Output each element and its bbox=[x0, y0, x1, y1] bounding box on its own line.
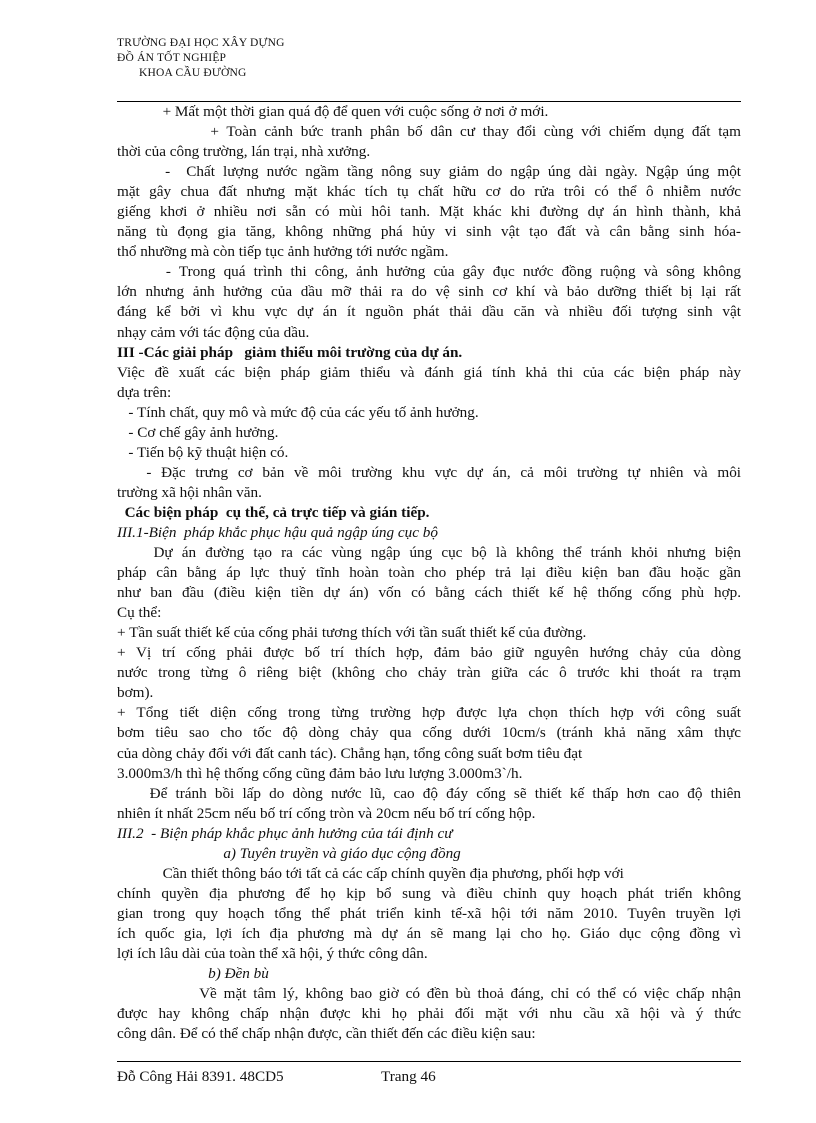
body-line: + Mất một thời gian quá độ để quen với cuộc sống ở nơi ở mới. bbox=[117, 103, 549, 120]
body-line: + Vị trí cống phải được bố trí thích hợp, đảm bảo giữ nguyên hướng chảy của dòng bbox=[117, 644, 741, 662]
body-line: thời của công trường, lán trại, nhà xưởng. bbox=[117, 143, 371, 161]
body-line: lớn nhưng ảnh hưởng của dầu mỡ thải ra do vệ sinh cơ khí và bảo dưỡng thiết bị lại rất bbox=[117, 283, 741, 301]
body-line: như ban đầu (điều kiện tiền dự án) vốn có bằng cách thiết kế hệ thống cống phù hợp. bbox=[117, 584, 741, 602]
body-line: Cụ thể: bbox=[117, 604, 162, 622]
subsection-heading: III.1-Biện pháp khắc phục hậu quả ngập úng cục bộ bbox=[117, 523, 438, 541]
body-line: Về mặt tâm lý, không bao giờ có đền bù thoả đáng, chỉ có thể có việc chấp nhận bbox=[117, 985, 741, 1003]
body-line: nước trong từng ô riêng biệt (không cho chảy tràn giữa các ô trước khi thoát ra trạm bbox=[117, 664, 741, 682]
body-line: bơm tiêu sao cho tốc độ dòng chảy qua cống dưới 10cm/s (tránh khả năng xâm thực bbox=[117, 724, 741, 742]
document-body bbox=[117, 102, 741, 1044]
body-line: bơm). bbox=[117, 684, 154, 702]
body-line: Để tránh bồi lấp do dòng nước lũ, cao độ đáy cống sẽ thiết kế thấp hơn cao độ thiên bbox=[117, 784, 741, 802]
body-line: đáng kể bởi vì khu vực dự án ít nguồn phát thải dầu căn và nhiều đối tượng sinh vật bbox=[117, 303, 741, 321]
page-header bbox=[117, 36, 285, 81]
body-line: được hay không chấp nhận được khi họ phải đối mặt với nhu cầu xã hội và ý thức bbox=[117, 1005, 741, 1023]
body-line: 3.000m3/h thì hệ thống cống cũng đảm bảo lưu lượng 3.000m3`/h. bbox=[117, 764, 523, 782]
body-line: thổ nhưỡng mà còn tiếp tục ảnh hưởng tới nước ngầm. bbox=[117, 243, 449, 261]
body-line: - Đặc trưng cơ bản về môi trường khu vực dự án, cả môi trường tự nhiên và môi bbox=[117, 463, 741, 481]
body-line: - Trong quá trình thi công, ảnh hưởng của gây đục nước đồng ruộng và sông không bbox=[117, 263, 741, 281]
subsection-heading: III.2 - Biện pháp khắc phục ảnh hưởng của tái định cư bbox=[117, 824, 453, 842]
body-line: Cần thiết thông báo tới tất cả các cấp chính quyền địa phương, phối hợp với bbox=[117, 864, 624, 882]
header-project: ĐỒ ÁN TỐT NGHIỆP bbox=[117, 52, 227, 64]
body-line: - Tiến bộ kỹ thuật hiện có. bbox=[117, 443, 289, 461]
body-line: + Toàn cảnh bức tranh phân bố dân cư thay đổi cùng với chiếm dụng đất tạm bbox=[117, 123, 741, 141]
body-line: nhiên ít nhất 25cm nếu bố trí cống tròn và 20cm nếu bố trí cống hộp. bbox=[117, 804, 536, 822]
footer-divider bbox=[117, 1061, 741, 1062]
body-line: công dân. Để có thể chấp nhận được, cần thiết đến các điều kiện sau: bbox=[117, 1025, 536, 1043]
body-line: - Cơ chế gây ảnh hưởng. bbox=[117, 423, 279, 441]
body-line: Việc đề xuất các biện pháp giảm thiểu và đánh giá tính khả thi của các biện pháp này bbox=[117, 363, 741, 381]
body-line: nhạy cảm với tác động của dầu. bbox=[117, 323, 310, 341]
header-faculty: KHOA CẦU ĐƯỜNG bbox=[139, 67, 247, 79]
body-line: gian trong quy hoạch tổng thể phát triển kinh tế-xã hội tới năm 2010. Tuyên truyền lợi bbox=[117, 904, 741, 922]
subsection-heading: b) Đền bù bbox=[117, 965, 269, 983]
footer-page-number: Trang 46 bbox=[381, 1068, 436, 1085]
footer-author: Đỗ Công Hải 8391. 48CD5 bbox=[117, 1068, 284, 1085]
body-line: pháp cân bằng áp lực thuỷ tĩnh hoàn toàn cho phép trả lại điều kiện ban đầu hoặc gần bbox=[117, 564, 741, 582]
subsection-heading: a) Tuyên truyền và giáo dục cộng đồng bbox=[117, 844, 461, 862]
body-line: của dòng chảy đối với đất canh tác). Chẳng hạn, tổng công suất bơm tiêu đạt bbox=[117, 744, 583, 762]
body-line: ích quốc gia, lợi ích địa phương mà dự án sẽ mang lại cho họ. Giáo dục cộng đồng vì bbox=[117, 924, 741, 942]
body-line: dựa trên: bbox=[117, 383, 172, 401]
body-line: mặt gây chua đất nhưng mặt khác tích tụ chất hữu cơ do rửa trôi có thể ô nhiễm nước bbox=[117, 183, 741, 201]
body-line: - Tính chất, quy mô và mức độ của các yếu tố ảnh hưởng. bbox=[117, 403, 479, 421]
body-line: + Tổng tiết diện cống trong từng trường hợp được lựa chọn thích hợp với công suất bbox=[117, 704, 741, 722]
header-university: TRƯỜNG ĐẠI HỌC XÂY DỰNG bbox=[117, 37, 285, 49]
body-line: trường xã hội nhân văn. bbox=[117, 483, 262, 501]
body-line: - Chất lượng nước ngầm tầng nông suy giảm do ngập úng dài ngày. Ngập úng một bbox=[117, 163, 741, 181]
body-line: Dự án đường tạo ra các vùng ngập úng cục bộ là không thể tránh khỏi nhưng biện bbox=[117, 544, 741, 562]
body-line: lợi ích lâu dài của toàn thể xã hội, ý thức công dân. bbox=[117, 944, 428, 962]
section-heading: III -Các giải pháp giảm thiểu môi trường của dự án. bbox=[117, 343, 463, 361]
section-heading: Các biện pháp cụ thể, cả trực tiếp và gián tiếp. bbox=[117, 503, 430, 521]
body-line: + Tần suất thiết kế của cống phải tương thích với tần suất thiết kế của đường. bbox=[117, 624, 587, 642]
body-line: giếng khơi ở nhiều nơi sẵn có mùi hôi tanh. Mặt khác khi đường dự án hình thành, khả bbox=[117, 203, 741, 221]
body-line: năng tù đọng gia tăng, không những phá hủy vi sinh vật tạo đất và cân bằng sinh hóa- bbox=[117, 223, 741, 241]
body-line: chính quyền địa phương để họ kịp bổ sung và điều chỉnh quy hoạch phát triển không bbox=[117, 884, 741, 902]
